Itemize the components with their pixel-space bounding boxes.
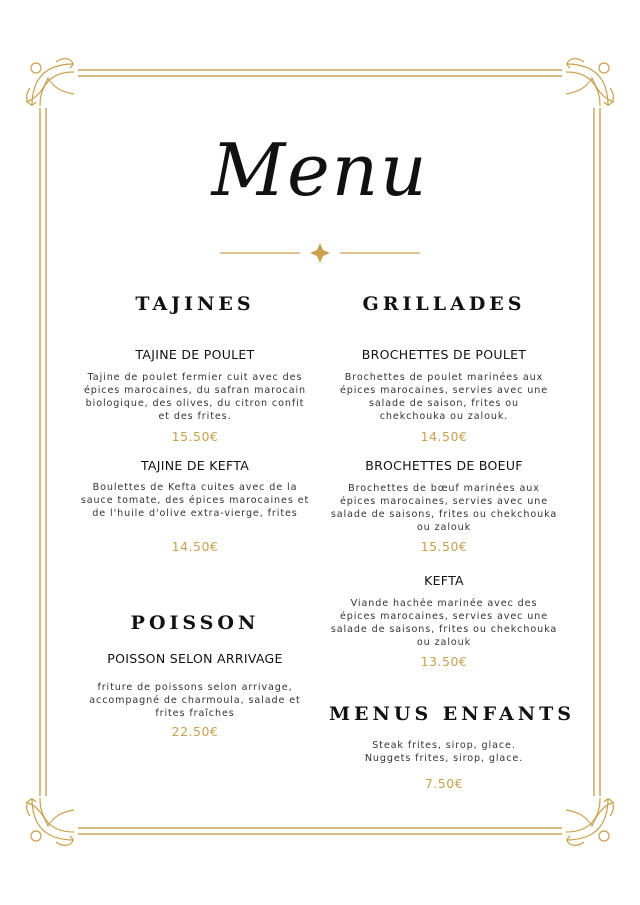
section-title-menus-enfants: MENUS ENFANTS xyxy=(329,703,575,725)
section-title-grillades: GRILLADES xyxy=(362,293,526,315)
item-price-menus-enfants: 7.50€ xyxy=(424,776,464,791)
item-price-tajine-poulet: 15.50€ xyxy=(171,429,219,444)
item-name-brochettes-boeuf: BROCHETTES DE BOEUF xyxy=(365,458,523,473)
item-price-kefta: 13.50€ xyxy=(420,654,468,669)
menu-title: Menu xyxy=(211,128,429,212)
star-divider-icon xyxy=(210,238,430,268)
item-desc-brochettes-boeuf: Brochettes de bœuf marinées aux épices marocaines, servies avec une salade de saisons, frites ou chekchouka ou zalouk xyxy=(330,483,558,533)
item-desc-poisson-arrivage: friture de poissons selon arrivage, accompagné de charmoula, salade et frites fraîches xyxy=(89,682,301,719)
item-name-poisson-arrivage: POISSON SELON ARRIVAGE xyxy=(107,651,283,666)
item-name-brochettes-poulet: BROCHETTES DE POULET xyxy=(361,347,527,362)
item-price-tajine-kefta: 14.50€ xyxy=(171,539,219,554)
item-desc-brochettes-poulet: Brochettes de poulet marinées aux épices marocaines, servies avec une salade de saison, frites ou chekchouka ou zalouk. xyxy=(339,372,549,422)
item-price-poisson-arrivage: 22.50€ xyxy=(171,724,219,739)
item-price-brochettes-poulet: 14.50€ xyxy=(420,429,468,444)
item-desc-tajine-kefta: Boulettes de Kefta cuites avec de la sauce tomate, des épices marocaines et de l'huile d'olive extra-vierge, frites xyxy=(80,482,310,519)
item-desc-tajine-poulet: Tajine de poulet fermier cuit avec des épices marocaines, du safran marocain biologique, des olives, du citron confit et des frites. xyxy=(83,372,307,422)
section-title-poisson: POISSON xyxy=(130,612,260,634)
item-name-kefta: KEFTA xyxy=(424,573,464,588)
item-name-tajine-poulet: TAJINE DE POULET xyxy=(135,347,255,362)
section-title-tajines: TAJINES xyxy=(135,293,255,315)
item-desc-menus-enfants: Steak frites, sirop, glace. Nuggets frites, sirop, glace. xyxy=(364,740,524,764)
item-name-tajine-kefta: TAJINE DE KEFTA xyxy=(140,458,250,473)
item-desc-kefta: Viande hachée marinée avec des épices marocaines, servies avec une salade de saisons, frites ou chekchouka ou zalouk xyxy=(330,598,558,648)
item-price-brochettes-boeuf: 15.50€ xyxy=(420,539,468,554)
